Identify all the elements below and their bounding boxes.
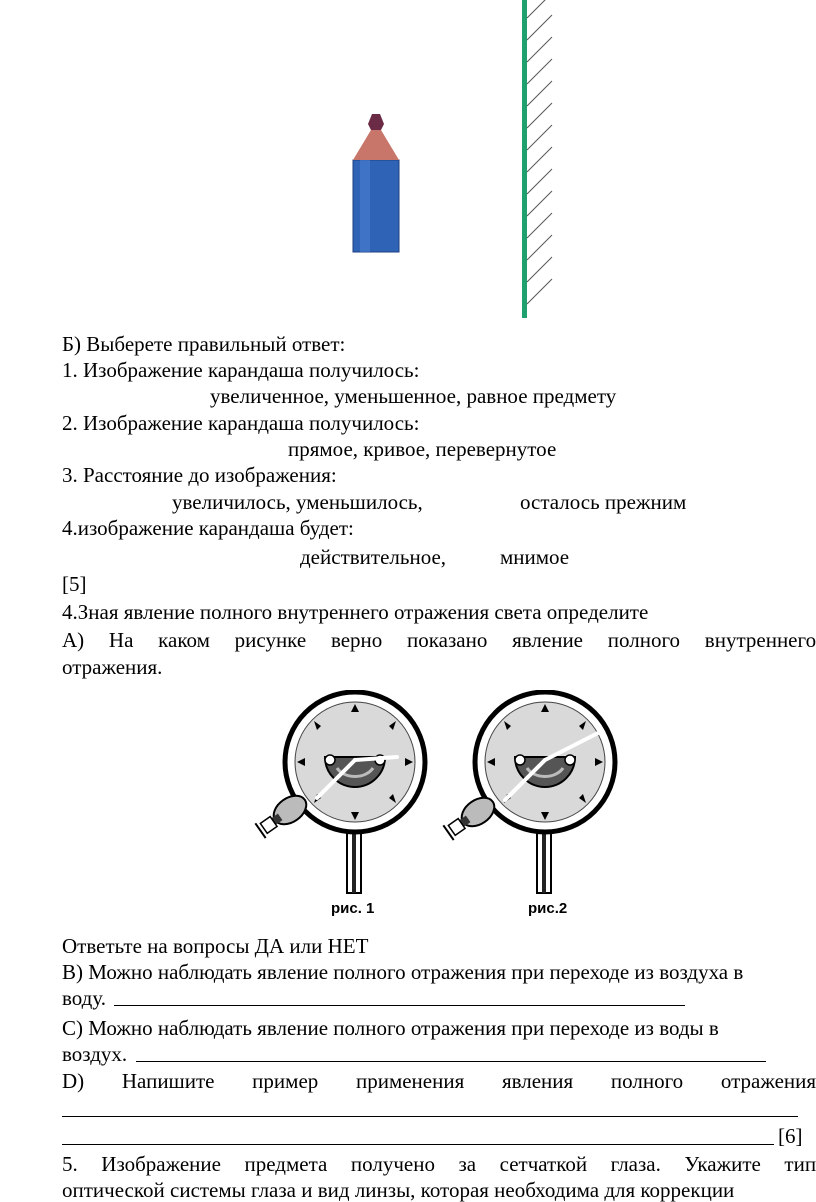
word: получено xyxy=(350,1152,435,1176)
word: предмета xyxy=(244,1152,328,1176)
answer-line-b[interactable] xyxy=(114,1005,685,1006)
word: верно xyxy=(330,628,383,652)
word: каком xyxy=(158,628,210,652)
pencil-mirror-figure xyxy=(330,0,570,320)
part-b-heading: Б) Выберете правильный ответ: xyxy=(62,332,346,356)
question-1: 1. Изображение карандаша получилось: xyxy=(62,358,420,382)
word: применения xyxy=(355,1069,465,1093)
figure-1-caption: рис. 1 xyxy=(331,900,375,917)
question-3-options-a: увеличилось, уменьшилось, xyxy=(172,490,423,514)
question-2: 2. Изображение карандаша получилось: xyxy=(62,411,420,435)
stand-icon xyxy=(347,825,361,893)
task-4-score: [6] xyxy=(778,1124,803,1148)
task-5-line1 xyxy=(62,1152,816,1176)
question-c-line1: С) Можно наблюдать явление полного отражения при переходе из воды в xyxy=(62,1016,719,1040)
yes-no-instruction: Ответьте на вопросы ДА или НЕТ xyxy=(62,934,369,958)
answer-line-c[interactable] xyxy=(136,1061,766,1062)
answer-line-d-1[interactable] xyxy=(62,1116,798,1117)
plane-mirror-icon xyxy=(522,0,552,318)
question-4-options-b: мнимое xyxy=(500,545,570,569)
word: А) xyxy=(62,628,85,652)
word: явления xyxy=(501,1069,574,1093)
answer-line-d-2[interactable] xyxy=(62,1144,774,1145)
question-b-line2: воду. xyxy=(62,986,106,1010)
word: глаза. xyxy=(610,1152,661,1176)
light-source-icon xyxy=(442,792,500,843)
word: Изображение xyxy=(101,1152,221,1176)
question-4-options-a: действительное, xyxy=(300,545,447,569)
word: D) xyxy=(62,1069,85,1093)
question-2-options: прямое, кривое, перевернутое xyxy=(288,437,557,461)
word: тип xyxy=(784,1152,816,1176)
task-4-title: 4.Зная явление полного внутреннего отражения света определите xyxy=(62,600,649,624)
question-d xyxy=(62,1069,816,1093)
word: явление xyxy=(512,628,584,652)
figure-1-optical-disc xyxy=(245,690,445,900)
question-b-line1: В) Можно наблюдать явление полного отражения при переходе из воздуха в xyxy=(62,960,744,984)
figure-2-caption: рис.2 xyxy=(528,900,568,917)
word: полного xyxy=(610,1069,684,1093)
question-1-options: увеличенное, уменьшенное, равное предмету xyxy=(210,384,617,408)
word: пример xyxy=(252,1069,319,1093)
word: Напишите xyxy=(121,1069,215,1093)
word: рисунке xyxy=(234,628,307,652)
word: за xyxy=(458,1152,477,1176)
word: внутреннего xyxy=(704,628,816,652)
stand-icon xyxy=(537,825,551,893)
word: Укажите xyxy=(684,1152,761,1176)
word: отражения xyxy=(720,1069,816,1093)
word: 5. xyxy=(62,1152,78,1176)
figure-2-optical-disc xyxy=(435,690,635,900)
question-3: 3. Расстояние до изображения: xyxy=(62,463,337,487)
word: показано xyxy=(407,628,488,652)
word: сетчаткой xyxy=(499,1152,588,1176)
pencil-icon xyxy=(353,114,399,252)
part-b-score: [5] xyxy=(62,572,87,596)
word: полного xyxy=(607,628,681,652)
question-4: 4.изображение карандаша будет: xyxy=(62,516,354,540)
question-c-line2: воздух. xyxy=(62,1042,128,1066)
question-3-options-b: осталось прежним xyxy=(520,490,687,514)
task-5-line2: оптической системы глаза и вид линзы, которая необходима для коррекции xyxy=(62,1178,735,1202)
task-4-question-a-line2: отражения. xyxy=(62,655,163,679)
light-source-icon xyxy=(254,790,312,841)
task-4-question-a-line1 xyxy=(62,628,816,652)
word: На xyxy=(108,628,134,652)
